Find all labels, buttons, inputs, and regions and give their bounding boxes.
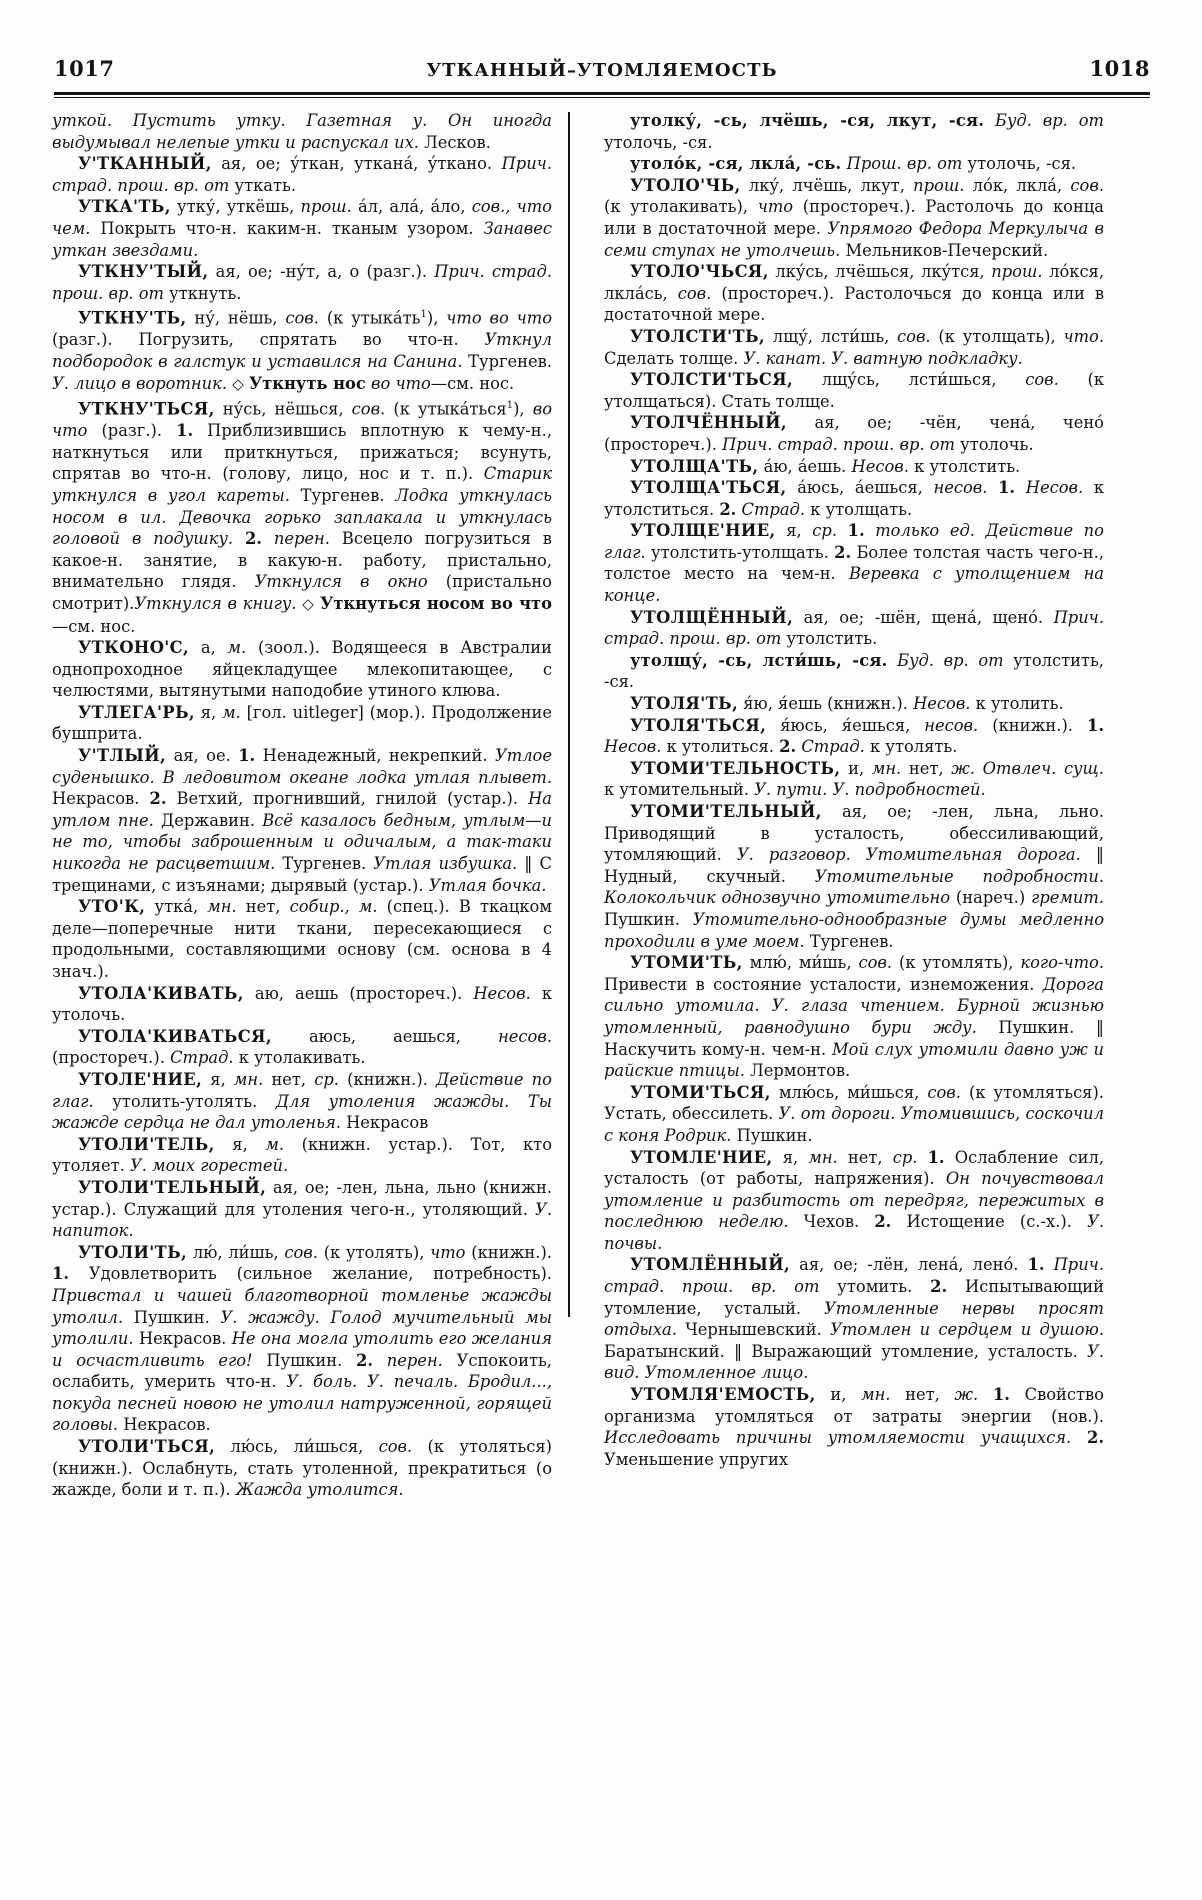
folio-left: 1017 [54,56,115,81]
dictionary-entry: УТЛЕГА'РЬ, я, м. [гол. uitleger] (мор.). Продолжение бушприта. [52,702,552,744]
dictionary-entry: У'ТКАННЫЙ, ая, ое; у́ткан, уткана́, у́ткано. Прич. страд. прош. вр. от уткать. [52,154,552,195]
header-rule-thick [54,92,1150,95]
text-columns [52,110,1152,1840]
dictionary-entry: УТОМИ'ТЬСЯ, млю́сь, ми́шься, сов. (к утомляться). Устать, обессилеть. У. от дороги. Утомившись, соскочил с коня Родрик. Пушкин. [604,1082,1104,1145]
dictionary-entry: УТОМЛЯ'ЕМОСТЬ, и, мн. нет, ж. 1. Свойство организма утомляться от затраты энергии (нов.). Исследовать причины утомляемости учащихся. 2. Уменьшение упругих [604,1385,1104,1469]
folio-right: 1018 [1089,56,1150,81]
column-right [570,110,1104,1840]
dictionary-entry: УТОЛЕ'НИЕ, я, мн. нет, ср. (книжн.). Действие по глаг. утолить-утолять. Для утоления жажды. Ты жажде сердца не дал утоленья. Некрасов [52,1069,553,1133]
dictionary-entry: утоло́к, -ся, лкла́, -сь. Прош. вр. от утолочь, -ся. [630,154,1077,174]
dictionary-entry: УТОЛЯ'ТЬ, я́ю, я́ешь (книжн.). Несов. к утолить. [630,694,1064,714]
dictionary-entry: утолщу́, -сь, лсти́шь, -ся. Буд. вр. от утолстить, -ся. [604,650,1104,692]
dictionary-entry: УТОЛА'КИВАТЬ, аю, аешь (простореч.). Несов. к утолочь. [52,983,552,1025]
dictionary-entry: УТОЛЯ'ТЬСЯ, я́юсь, я́ешься, несов. (книжн.). 1. Несов. к утолиться. 2. Страд. к утолять. [604,715,1104,757]
running-head [54,56,1150,90]
dictionary-entry: УТОЛЧЁННЫЙ, ая, ое; -чён, чена́, чено́ (простореч.). Прич. страд. прош. вр. от утолочь. [604,413,1104,454]
dictionary-entry: УТОЛСТИ'ТЬСЯ, лщу́сь, лсти́шься, сов. (к утолщаться). Стать толще. [604,370,1104,411]
dictionary-entry: УТОЛА'КИВАТЬСЯ, аюсь, аешься, несов. (простореч.). Страд. к утолакивать. [52,1026,552,1068]
column-left [52,110,568,1840]
dictionary-entry: УТОЛЩА'ТЬ, а́ю, а́ешь. Несов. к утолстить. [630,456,1021,476]
dictionary-entry: УТОЛИ'ТЕЛЬНЫЙ, ая, ое; -лен, льна, льно (книжн. устар.). Служащий для утоления чего-н., утоляющий. У. напиток. [52,1177,552,1241]
dictionary-entry: УТКНУ'ТЬСЯ, ну́сь, нёшься, сов. (к утыка́ться$^1$), во что (разг.). 1. Приблизившись вплотную к чему-н., наткнуться или приткнуться, прижаться; всунуть, спрятав во что-н. (голову, лицо, нос и т. п.). Старик уткнулся в угол кареты. Тургенев. Лодка уткнулась носом в ил. Девочка горько заплакала и уткнулась головой в подушку. 2. перен. Всецело погрузиться в какое-н. занятие, в какую-н. работу, пристально, внимательно глядя. Уткнулся в окно (пристально смотрит).Уткнулся в книгу. ◇ Уткнуться носом во что—см. нос. [52,399,553,636]
dictionary-entry: УТОМЛЕ'НИЕ, я, мн. нет, ср. 1. Ослабление сил, усталость (от работы, напряжения). Он почувствовал утомление и разбитость от передряг, пережитых в последнюю неделю. Чехов. 2. Истощение (с.-х.). У. почвы. [604,1147,1105,1253]
dictionary-entry: уткой. Пустить утку. Газетная у. Он иногда выдумывал нелепые утки и распускал их. Лесков. [52,111,552,152]
dictionary-entry: УТОЛО'ЧЬ, лку́, лчёшь, лкут, прош. ло́к, лкла́, сов. (к утолакивать), что (простореч.). Растолочь до конца или в достаточной мере. Упрямого Федора Меркулыча в семи ступах не утолчешь. Мельников-Печерский. [604,175,1105,260]
dictionary-entry: УТОМЛЁННЫЙ, ая, ое; -лён, лена́, лено́. 1. Прич. страд. прош. вр. от утомить. 2. Испытывающий утомление, усталый. Утомленные нервы просят отдыха. Чернышевский. Утомлен и сердцем и душою. Баратынский. ‖ Выражающий утомление, усталость. У. вид. Утомленное лицо. [604,1255,1104,1383]
dictionary-entry: УТОЛСТИ'ТЬ, лщу́, лсти́шь, сов. (к утолщать), что. Сделать толще. У. канат. У. ватную подкладку. [604,326,1104,368]
dictionary-entry: УТКА'ТЬ, утку́, уткёшь, прош. а́л, ала́, а́ло, сов., что чем. Покрыть что-н. каким-н. тканым узором. Занавес уткан звездами. [52,197,552,260]
dictionary-entry: УТОЛИ'ТЕЛЬ, я, м. (книжн. устар.). Тот, кто утоляет. У. моих горестей. [52,1134,552,1176]
dictionary-entry: УТОМИ'ТЬ, млю́, ми́шь, сов. (к утомлять), кого-что. Привести в состояние усталости, изнеможения. Дорога сильно утомила. У. глаза чтением. Бурной жизнью утомленный, равнодушно бури жду. Пушкин. ‖ Наскучить кому-н. чем-н. Мой слух утомили давно уж и райские птицы. Лермонтов. [604,953,1104,1081]
dictionary-entry: УТО'К, утка́, мн. нет, собир., м. (спец.). В ткацком деле—поперечные нити ткани, пересекающиеся с продольными, составляющими основу (см. основа в 4 знач.). [52,897,553,981]
header-rule-thin [54,97,1150,98]
header-rule [54,92,1150,99]
dictionary-entry: УТОЛЩЕ'НИЕ, я, ср. 1. только ед. Действие по глаг. утолстить-утолщать. 2. Более толстая часть чего-н., толстое место на чем-н. Веревка с утолщением на конце. [604,521,1105,606]
dictionary-entry: УТОЛО'ЧЬСЯ, лку́сь, лчёшься, лку́тся, прош. ло́кся, лкла́сь, сов. (простореч.). Растолочься до конца или в достаточной мере. [604,262,1105,325]
running-title: УТКАННЫЙ–УТОМЛЯЕМОСТЬ [426,60,778,81]
dictionary-entry: утолку́, -сь, лчёшь, -ся, лкут, -ся. Буд. вр. от утолочь, -ся. [604,111,1104,152]
dictionary-entry: УТКОНО'С, а, м. (зоол.). Водящееся в Австралии однопроходное яйцекладущее млекопитающее, с челюстями, вытянутыми наподобие утиного клюва. [52,638,552,701]
dictionary-entry: УТОМИ'ТЕЛЬНЫЙ, ая, ое; -лен, льна, льно. Приводящий в усталость, обессиливающий, утомляющий. У. разговор. Утомительная дорога. ‖ Нудный, скучный. Утомительные подробности. Колокольчик однозвучно утомительно (нареч.) гремит. Пушкин. Утомительно-однообразные думы медленно проходили в уме моем. Тургенев. [604,802,1104,951]
dictionary-entry: У'ТЛЫЙ, ая, ое. 1. Ненадежный, некрепкий. Утлое суденышко. В ледовитом океане лодка утлая плывет. Некрасов. 2. Ветхий, прогнивший, гнилой (устар.). На утлом пне. Державин. Всё казалось бедным, утлым—и не то, чтобы заброшенным и одичалым, а так-таки никогда не расцветшим. Тургенев. Утлая избушка. ‖ С трещинами, с изъянами; дырявый (устар.). Утлая бочка. [52,746,553,895]
dictionary-entry: УТОЛЩА'ТЬСЯ, а́юсь, а́ешься, несов. 1. Несов. к утолститься. 2. Страд. к утолщать. [604,478,1104,519]
dictionary-entry: УТКНУ'ТЫЙ, ая, ое; -ну́т, а, о (разг.). Прич. страд. прош. вр. от уткнуть. [52,262,552,303]
dictionary-entry: УТКНУ'ТЬ, ну́, нёшь, сов. (к $утыка́ть^1$), что во что (разг.). Погрузить, спрятать во что-н. Уткнул подбородок в галстук и уставился на Санина. Тургенев. У. лицо в воротник. ◇ Уткнуть нос во что—см. нос. [52,308,553,393]
dictionary-entry: УТОЛИ'ТЬ, лю́, ли́шь, сов. (к утолять), что (книжн.). 1. Удовлетворить (сильное желание, потребность). Привстал и чашей благотворной томленье жажды утолил. Пушкин. У. жажду. Голод мучительный мы утолили. Некрасов. Не она могла утолить его желания и осчастливить его! Пушкин. 2. перен. Успокоить, ослабить, умерить что-н. У. боль. У. печаль. Бродил..., покуда песней новою не утолил натруженной, горящей головы. Некрасов. [52,1242,552,1435]
dictionary-entry: УТОЛЩЁННЫЙ, ая, ое; -шён, щена́, щено́. Прич. страд. прош. вр. от утолстить. [604,607,1104,649]
dictionary-entry: УТОЛИ'ТЬСЯ, лю́сь, ли́шься, сов. (к утоляться) (книжн.). Ослабнуть, стать утоленной, прекратиться (о жажде, боли и т. п.). Жажда утолится. [52,1437,552,1500]
dictionary-entry: УТОМИ'ТЕЛЬНОСТЬ, и, мн. нет, ж. Отвлеч. сущ. к утомительный. У. пути. У. подробностей. [604,758,1104,800]
